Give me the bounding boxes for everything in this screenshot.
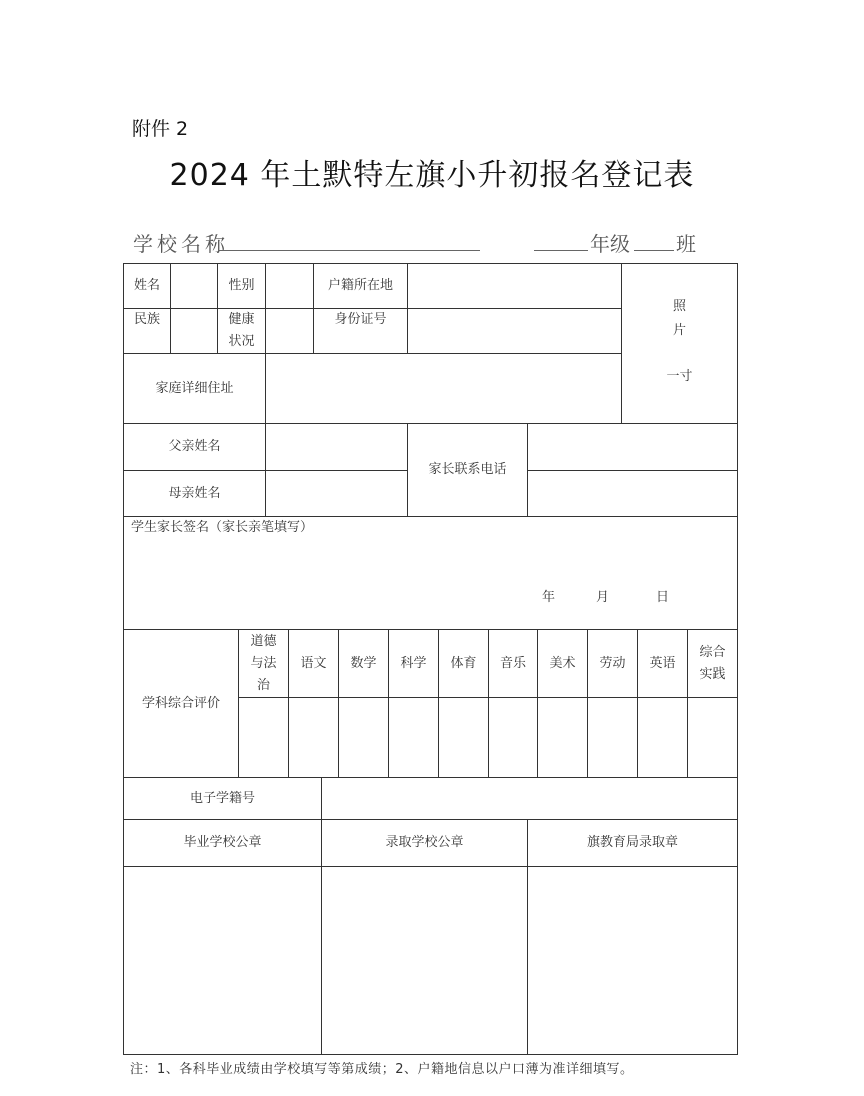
subject-grade-field[interactable] [638, 698, 687, 777]
photo-label-2: 片 [672, 323, 686, 338]
parent-phone-field-2[interactable] [528, 471, 737, 516]
photo-size-label: 一寸 [666, 369, 693, 384]
address-label: 家庭详细住址 [155, 380, 234, 396]
name-field[interactable] [171, 264, 217, 308]
admission-seal-area[interactable] [322, 867, 527, 1054]
grade-label: 年级 [590, 232, 630, 256]
subject-header-line: 语文 [300, 655, 327, 671]
photo-label-1: 照 [672, 299, 686, 314]
subject-header [538, 630, 587, 697]
mother-name-label: 母亲姓名 [168, 485, 221, 501]
subject-header-line: 劳动 [599, 655, 626, 671]
subject-header [289, 630, 338, 697]
subject-header-line: 美术 [549, 655, 576, 671]
subject-header [239, 630, 288, 697]
subject-header-line: 体育 [450, 655, 477, 671]
subject-grade-field[interactable] [239, 698, 288, 777]
graduation-seal-label: 毕业学校公章 [183, 835, 262, 850]
subject-grade-field[interactable] [339, 698, 388, 777]
gender-label: 性别 [228, 278, 255, 293]
student-number-field[interactable] [322, 778, 737, 819]
subject-grade-field[interactable] [389, 698, 438, 777]
subject-header [439, 630, 488, 697]
subject-header [638, 630, 687, 697]
ethnicity-field[interactable] [171, 309, 217, 353]
date-year: 年 [542, 590, 556, 605]
parent-phone-field-1[interactable] [528, 424, 737, 470]
date-day: 日 [656, 590, 670, 605]
admission-seal-label: 录取学校公章 [385, 835, 464, 850]
subject-grade-field[interactable] [439, 698, 488, 777]
subject-grade-field[interactable] [588, 698, 637, 777]
subject-grade-field[interactable] [489, 698, 537, 777]
health-label [218, 309, 265, 353]
gender-field[interactable] [266, 264, 313, 308]
subject-header-line: 科学 [400, 655, 427, 671]
health-field[interactable] [266, 309, 313, 353]
subject-header [389, 630, 438, 697]
health-label-line2: 状况 [228, 334, 255, 349]
id-number-label: 身份证号 [334, 312, 387, 327]
health-label-line1: 健康 [228, 312, 255, 327]
subject-header-line: 数学 [350, 655, 377, 671]
bureau-seal-label: 旗教育局录取章 [586, 835, 678, 850]
subject-header-line: 道德 [250, 633, 277, 649]
subject-header-line: 音乐 [499, 655, 526, 671]
ethnicity-label: 民族 [133, 312, 160, 327]
subject-header [339, 630, 388, 697]
subject-grade-field[interactable] [538, 698, 587, 777]
address-field[interactable] [266, 354, 621, 423]
father-name-label: 父亲姓名 [168, 439, 221, 454]
mother-name-field[interactable] [266, 471, 407, 516]
date-month: 月 [596, 590, 610, 605]
student-number-label: 电子学籍号 [189, 790, 255, 806]
attachment-label: 附件 2 [132, 118, 189, 140]
bureau-seal-area[interactable] [528, 867, 737, 1054]
parent-signature-label: 学生家长签名（家长亲笔填写） [131, 520, 314, 535]
photo-box[interactable] [622, 292, 737, 392]
parent-phone-label: 家长联系电话 [428, 462, 507, 477]
subject-header [588, 630, 637, 697]
subject-grade-field[interactable] [688, 698, 737, 777]
subject-header-line: 英语 [649, 655, 676, 671]
school-name-label: 学校名称 [133, 232, 229, 256]
subject-header-line: 实践 [699, 666, 726, 682]
subject-header [489, 630, 537, 697]
graduation-seal-area[interactable] [124, 867, 321, 1054]
subject-header [688, 630, 737, 697]
form-title: 2024 年土默特左旗小升初报名登记表 [169, 158, 695, 193]
hukou-label: 户籍所在地 [327, 278, 393, 293]
id-number-field[interactable] [408, 309, 621, 353]
class-label: 班 [676, 232, 696, 256]
subject-header-line: 与法 [250, 655, 277, 671]
hukou-field[interactable] [408, 264, 621, 308]
subject-header-line: 综合 [699, 644, 726, 660]
father-name-field[interactable] [266, 424, 407, 470]
subject-header-line: 治 [256, 677, 270, 693]
footnote: 注：1、各科毕业成绩由学校填写等第成绩；2、户籍地信息以户口薄为准详细填写。 [130, 1062, 634, 1077]
subject-grade-field[interactable] [289, 698, 338, 777]
name-label: 姓名 [133, 278, 160, 293]
evaluation-label: 学科综合评价 [141, 695, 220, 711]
